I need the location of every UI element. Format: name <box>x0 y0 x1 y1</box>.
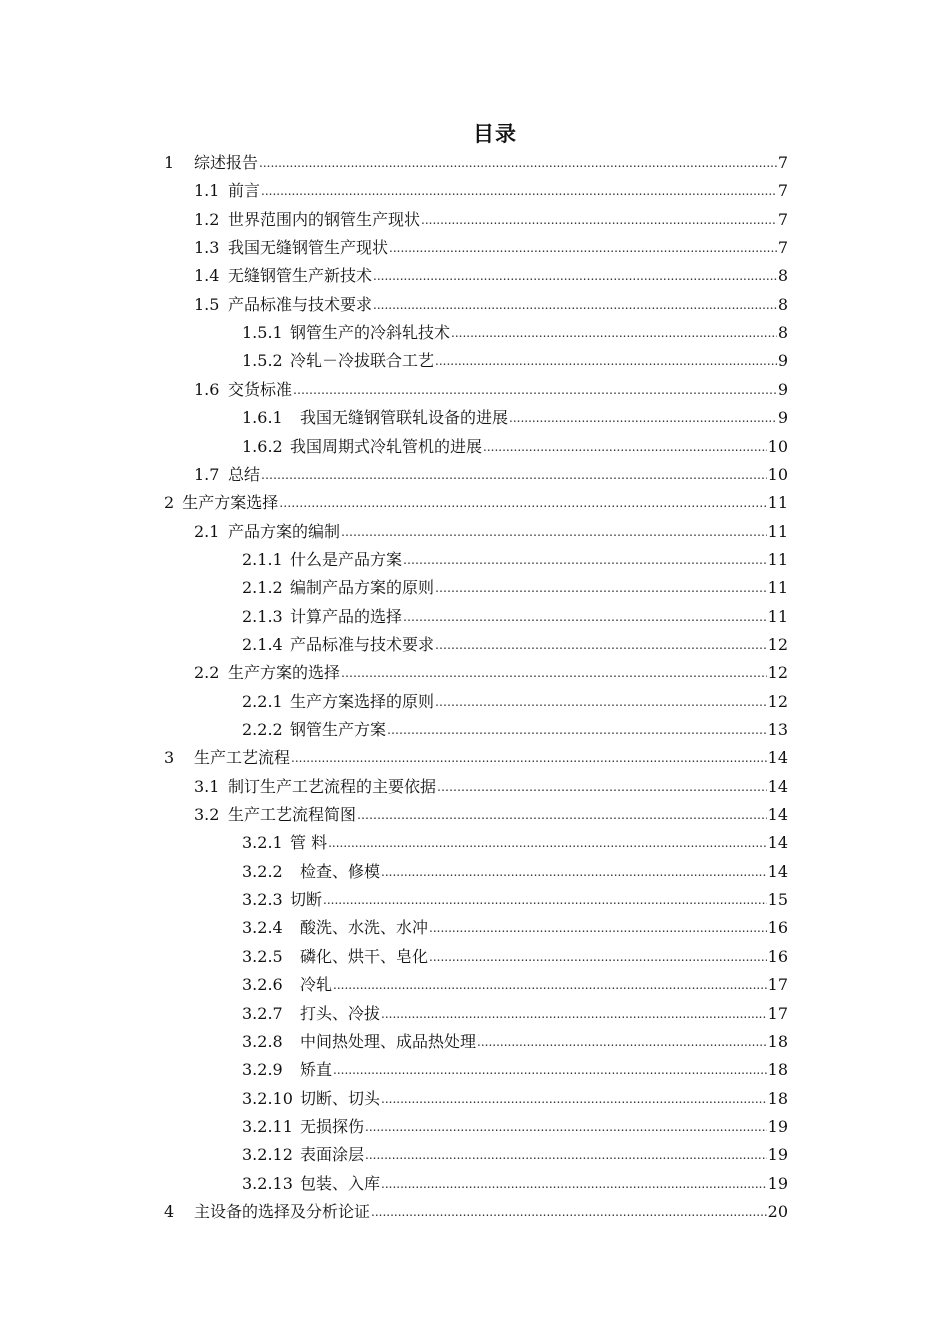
toc-entry-page-number: 20 <box>767 1201 788 1221</box>
toc-entry-label: 生产工艺流程简图 <box>228 805 357 825</box>
toc-entry-page-number: 19 <box>767 1116 788 1136</box>
toc-entry-page-number: 15 <box>767 890 788 910</box>
toc-dot-leader <box>429 917 767 939</box>
toc-dot-leader <box>357 804 767 826</box>
toc-entry-number: 3.2.12 <box>242 1145 293 1165</box>
toc-entry-label: 生产工艺流程 <box>194 748 291 768</box>
toc-entry-label: 生产方案选择的原则 <box>290 691 435 711</box>
toc-entry[interactable] <box>242 997 788 1025</box>
toc-entry[interactable] <box>242 571 788 599</box>
toc-entry-label: 交货标准 <box>228 379 293 399</box>
toc-entry[interactable] <box>242 344 788 372</box>
toc-entry-page-number: 12 <box>767 691 788 711</box>
toc-entry-page-number: 14 <box>767 861 788 881</box>
toc-entry-page-number: 8 <box>777 294 788 314</box>
toc-entry-label: 切断、切头 <box>300 1088 381 1108</box>
toc-entry-page-number: 9 <box>777 408 788 428</box>
toc-entry-page-number: 16 <box>767 946 788 966</box>
toc-entry-number: 3.2.5 <box>242 946 283 966</box>
toc-dot-leader <box>403 606 767 628</box>
toc-entry-number: 2.2 <box>194 663 220 683</box>
toc-entry[interactable] <box>242 713 788 741</box>
toc-entry-label: 产品方案的编制 <box>228 521 341 541</box>
toc-dot-leader <box>341 662 767 684</box>
toc-entry[interactable] <box>242 543 788 571</box>
toc-dot-leader <box>333 1059 767 1081</box>
toc-entry-label: 制订生产工艺流程的主要依据 <box>228 776 437 796</box>
toc-dot-leader <box>323 889 767 911</box>
toc-entry-page-number: 11 <box>767 578 788 598</box>
toc-entry[interactable] <box>194 373 788 401</box>
toc-entry-label: 我国周期式冷轧管机的进展 <box>290 436 483 456</box>
toc-dot-leader <box>437 776 767 798</box>
toc-entry-label: 生产方案的选择 <box>228 663 341 683</box>
toc-entry-page-number: 19 <box>767 1173 788 1193</box>
toc-entry-page-number: 18 <box>767 1060 788 1080</box>
toc-entry-number: 1.1 <box>194 181 220 201</box>
toc-entry-label: 钢管生产的冷斜轧技术 <box>290 323 451 343</box>
toc-dot-leader <box>381 1173 767 1195</box>
toc-entry[interactable] <box>194 515 788 543</box>
toc-entry-page-number: 14 <box>767 833 788 853</box>
toc-entry-page-number: 18 <box>767 1088 788 1108</box>
toc-entry-label: 矫直 <box>300 1060 333 1080</box>
toc-entry-number: 3.2.7 <box>242 1003 283 1023</box>
toc-entry-page-number: 14 <box>767 748 788 768</box>
toc-entry-label: 世界范围内的钢管生产现状 <box>228 209 421 229</box>
toc-entry[interactable] <box>194 288 788 316</box>
toc-entry-number: 2.1.1 <box>242 549 283 569</box>
toc-entry[interactable] <box>242 968 788 996</box>
toc-entry-label: 检查、修模 <box>300 861 381 881</box>
toc-entry[interactable] <box>242 940 788 968</box>
toc-entry-number: 3.2.2 <box>242 861 283 881</box>
toc-dot-leader <box>291 747 767 769</box>
toc-entry-label: 主设备的选择及分析论证 <box>194 1201 371 1221</box>
toc-entry-number: 2.2.1 <box>242 691 283 711</box>
toc-entry-page-number: 19 <box>767 1145 788 1165</box>
toc-entry-page-number: 10 <box>767 464 788 484</box>
toc-entry-page-number: 17 <box>767 975 788 995</box>
toc-entry-label: 产品标准与技术要求 <box>228 294 373 314</box>
toc-entry-page-number: 18 <box>767 1031 788 1051</box>
toc-dot-leader <box>259 152 777 174</box>
toc-entry[interactable] <box>164 1195 788 1223</box>
toc-entry-number: 1.5 <box>194 294 220 314</box>
toc-entry-number: 1.6.2 <box>242 436 283 456</box>
toc-dot-leader <box>279 492 766 514</box>
toc-entry[interactable] <box>164 146 788 174</box>
toc-entry-number: 2 <box>164 493 175 513</box>
toc-entry-label: 表面涂层 <box>300 1145 365 1165</box>
toc-entry[interactable] <box>242 600 788 628</box>
toc-dot-leader <box>328 832 767 854</box>
toc-entry[interactable] <box>194 174 788 202</box>
toc-dot-leader <box>261 464 767 486</box>
toc-dot-leader <box>365 1116 767 1138</box>
toc-entry-label: 综述报告 <box>194 153 259 172</box>
toc-entry-page-number: 12 <box>767 634 788 654</box>
toc-entry-page-number: 10 <box>767 436 788 456</box>
toc-entry-page-number: 8 <box>777 266 788 286</box>
toc-entry-page-number: 9 <box>777 351 788 371</box>
toc-entry-page-number: 17 <box>767 1003 788 1023</box>
toc-dot-leader <box>435 350 777 372</box>
toc-entry-number: 2.2.2 <box>242 720 283 739</box>
toc-dot-leader <box>293 379 777 401</box>
toc-entry[interactable] <box>164 486 788 514</box>
toc-entry[interactable] <box>194 259 788 287</box>
toc-entry-label: 什么是产品方案 <box>290 549 403 569</box>
toc-entry-page-number: 16 <box>767 918 788 938</box>
toc-dot-leader <box>261 180 777 202</box>
toc-entry-number: 3 <box>164 748 175 768</box>
toc-entry-page-number: 11 <box>767 493 788 513</box>
toc-entry[interactable] <box>242 1110 788 1138</box>
toc-dot-leader <box>451 322 777 344</box>
toc-entry-page-number: 11 <box>767 549 788 569</box>
toc-entry-number: 1.2 <box>194 209 220 229</box>
toc-entry-number: 3.2.1 <box>242 833 283 853</box>
toc-dot-leader <box>387 719 767 741</box>
toc-entry-page-number: 14 <box>767 805 788 825</box>
toc-entry-number: 1 <box>164 153 175 172</box>
toc-entry-number: 3.2.13 <box>242 1173 293 1193</box>
toc-entry[interactable] <box>242 855 788 883</box>
toc-entry-label: 冷轧 <box>300 975 333 995</box>
toc-entry-number: 2.1.2 <box>242 578 283 598</box>
toc-entry-label: 我国无缝钢管联轧设备的进展 <box>300 408 509 428</box>
toc-dot-leader <box>373 265 777 287</box>
toc-entry-number: 3.2.6 <box>242 975 283 995</box>
toc-dot-leader <box>389 237 777 259</box>
toc-entry-number: 1.5.2 <box>242 351 283 371</box>
toc-entry-label: 我国无缝钢管生产现状 <box>228 238 389 258</box>
toc-entry[interactable] <box>194 656 788 684</box>
toc-entry-label: 打头、冷拔 <box>300 1003 381 1023</box>
toc-dot-leader <box>421 209 777 231</box>
toc-entry-page-number: 9 <box>777 379 788 399</box>
toc-dot-leader <box>373 294 777 316</box>
toc-entry[interactable] <box>164 741 788 769</box>
toc-dot-leader <box>381 1088 767 1110</box>
toc-entry-page-number: 7 <box>777 153 788 172</box>
toc-dot-leader <box>365 1144 767 1166</box>
toc-entry-label: 总结 <box>228 464 261 484</box>
toc-entry-page-number: 7 <box>777 238 788 258</box>
toc-entry-label: 计算产品的选择 <box>290 606 403 626</box>
toc-entry[interactable] <box>242 628 788 656</box>
toc-entry[interactable] <box>242 430 788 458</box>
toc-dot-leader <box>381 1003 767 1025</box>
toc-entry-label: 中间热处理、成品热处理 <box>300 1031 477 1051</box>
toc-entry-page-number: 7 <box>777 209 788 229</box>
toc-entry-label: 冷轧－冷拔联合工艺 <box>290 351 435 371</box>
toc-dot-leader <box>435 634 767 656</box>
toc-entry-label: 包装、入库 <box>300 1173 381 1193</box>
toc-entry-number: 2.1.3 <box>242 606 283 626</box>
toc-entry-number: 3.2.10 <box>242 1088 293 1108</box>
toc-entry-number: 3.2.8 <box>242 1031 283 1051</box>
toc-entry-label: 酸洗、水洗、水冲 <box>300 918 429 938</box>
toc-entry-label: 磷化、烘干、皂化 <box>300 946 429 966</box>
toc-dot-leader <box>381 861 767 883</box>
toc-entry[interactable] <box>194 770 788 798</box>
toc-entry-page-number: 11 <box>767 606 788 626</box>
toc-entry[interactable] <box>242 1025 788 1053</box>
toc-dot-leader <box>435 691 767 713</box>
toc-dot-leader <box>371 1201 767 1223</box>
toc-entry-number: 3.2.4 <box>242 918 283 938</box>
toc-dot-leader <box>333 974 767 996</box>
toc-entry[interactable] <box>242 401 788 429</box>
toc-dot-leader <box>483 436 767 458</box>
toc-entry-number: 3.1 <box>194 776 220 796</box>
toc-entry[interactable] <box>242 826 788 854</box>
toc-entry-number: 1.6.1 <box>242 408 283 428</box>
toc-dot-leader <box>341 521 767 543</box>
toc-entry[interactable] <box>194 458 788 486</box>
toc-entry-label: 钢管生产方案 <box>290 720 387 739</box>
toc-entry-number: 3.2.11 <box>242 1116 293 1136</box>
toc-entry-label: 无缝钢管生产新技术 <box>228 266 373 286</box>
toc-entry-label: 生产方案选择 <box>182 493 279 513</box>
toc-entry[interactable] <box>242 1082 788 1110</box>
toc-entry[interactable] <box>242 1167 788 1195</box>
toc-entry-number: 3.2.9 <box>242 1060 283 1080</box>
toc-dot-leader <box>403 549 767 571</box>
toc-entry-number: 1.5.1 <box>242 323 283 343</box>
toc-entry-number: 3.2.3 <box>242 890 283 910</box>
toc-entry-label: 编制产品方案的原则 <box>290 578 435 598</box>
toc-entry-page-number: 7 <box>777 181 788 201</box>
toc-dot-leader <box>429 946 767 968</box>
toc-entry-number: 1.6 <box>194 379 220 399</box>
toc-entry-number: 2.1 <box>194 521 220 541</box>
toc-entry[interactable] <box>194 798 788 826</box>
toc-entry-label: 前言 <box>228 181 261 201</box>
toc-entry[interactable] <box>242 1053 788 1081</box>
toc-title: 目录 <box>473 122 517 146</box>
toc-entry-label: 产品标准与技术要求 <box>290 634 435 654</box>
toc-dot-leader <box>435 577 767 599</box>
toc-entry-label: 切断 <box>290 890 323 910</box>
toc-dot-leader <box>477 1031 767 1053</box>
toc-entry-page-number: 14 <box>767 776 788 796</box>
toc-entry-number: 1.3 <box>194 238 220 258</box>
toc-entry[interactable] <box>242 1138 788 1166</box>
toc-entry-page-number: 11 <box>767 521 788 541</box>
toc-entry-page-number: 13 <box>767 720 788 739</box>
toc-entry[interactable] <box>194 203 788 231</box>
toc-entry-number: 3.2 <box>194 805 220 825</box>
toc-entry-number: 1.4 <box>194 266 220 286</box>
toc-entry-label: 无损探伤 <box>300 1116 365 1136</box>
toc-entry[interactable] <box>242 911 788 939</box>
toc-entry-page-number: 12 <box>767 663 788 683</box>
toc-entry[interactable] <box>242 316 788 344</box>
toc-entry[interactable] <box>242 685 788 713</box>
toc-entry-label: 管 料 <box>290 833 328 853</box>
toc-dot-leader <box>509 407 777 429</box>
toc-entry[interactable] <box>194 231 788 259</box>
toc-entry-number: 4 <box>164 1201 175 1221</box>
toc-entry-page-number: 8 <box>777 323 788 343</box>
toc-entry-number: 1.7 <box>194 464 220 484</box>
toc-entry[interactable] <box>242 883 788 911</box>
toc-entry-number: 2.1.4 <box>242 634 283 654</box>
